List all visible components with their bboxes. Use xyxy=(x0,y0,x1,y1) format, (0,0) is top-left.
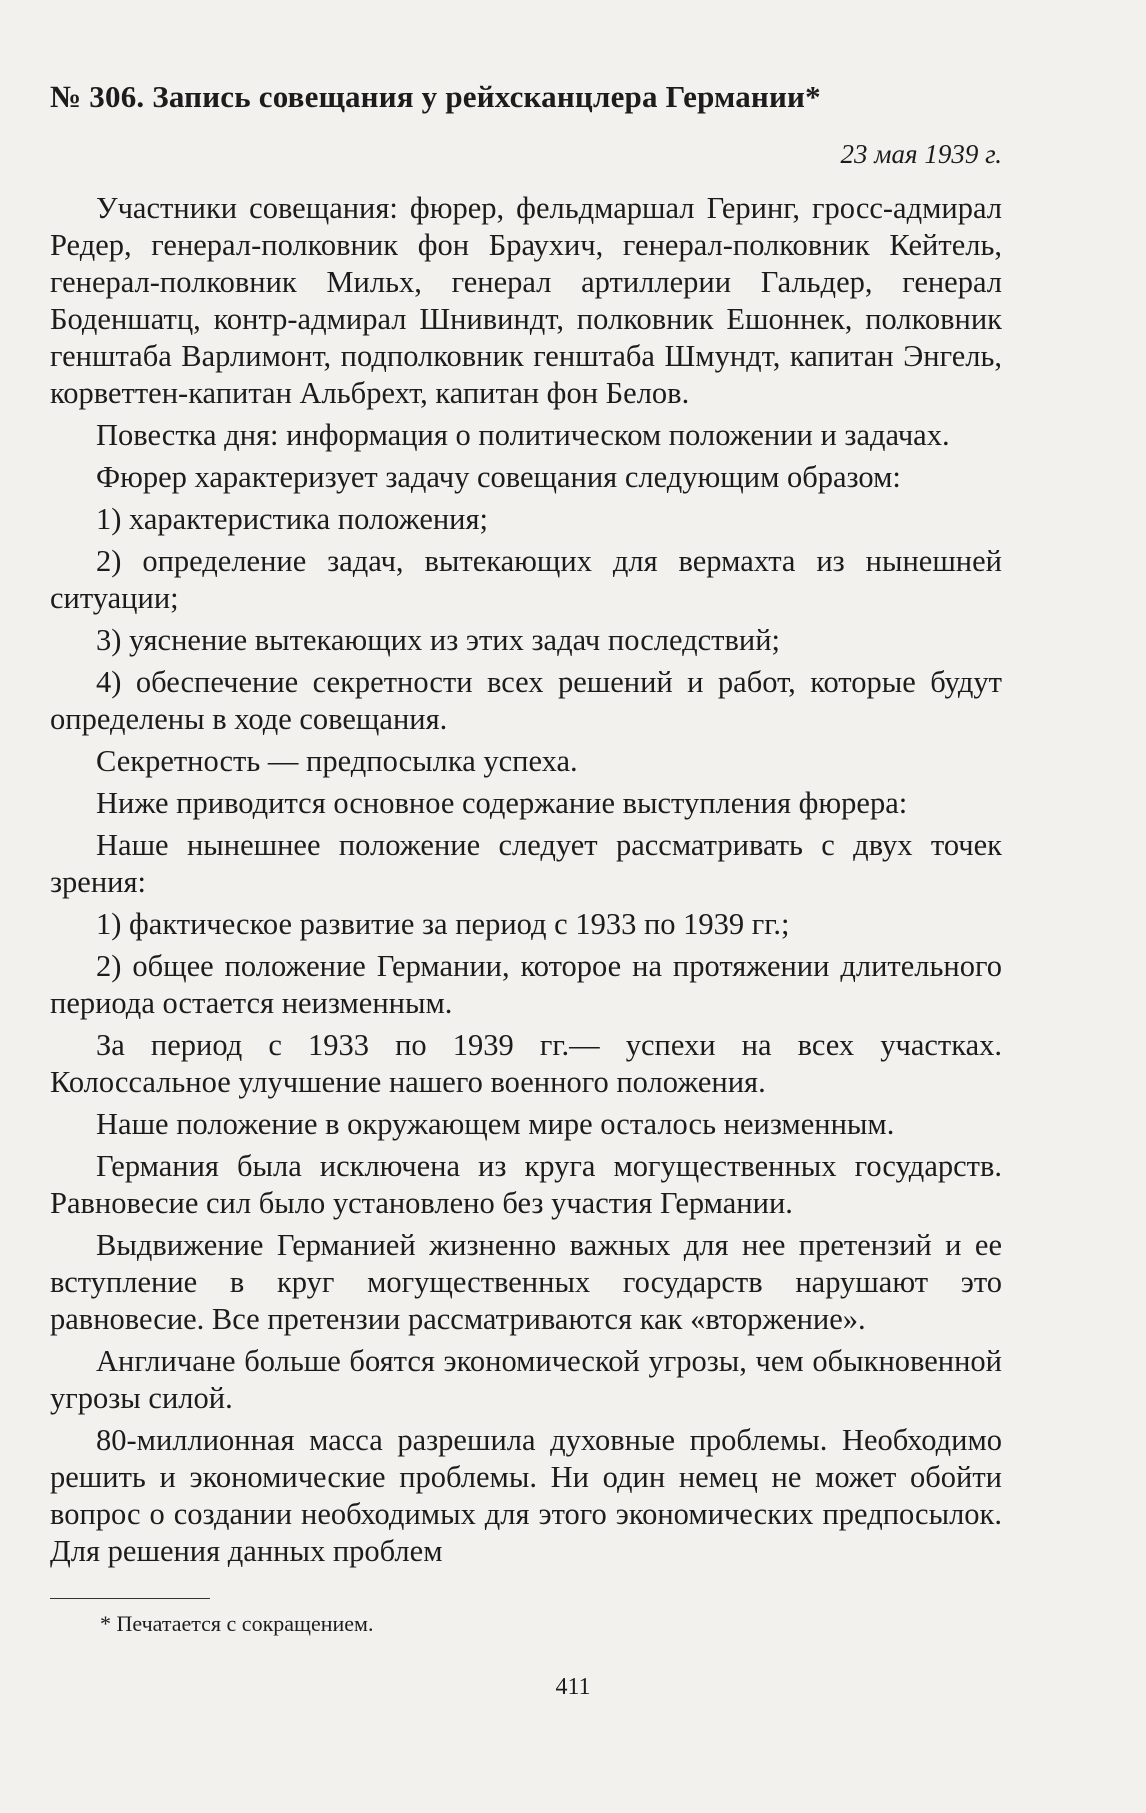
page-number: 411 xyxy=(555,1674,591,1700)
paragraph: Секретность — предпосылка успеха. xyxy=(96,744,578,778)
list-item: 4) обеспечение секретности всех решений и работ, которые будут определены в ходе совещания. xyxy=(50,665,1002,736)
list-item: 2) определение задач, вытекающих для вермахта из нынешней ситуации; xyxy=(50,544,1002,615)
paragraph: Выдвижение Германией жизненно важных для нее претензий и ее вступление в круг могущественных государств нарушают это равновесие. Все претензии рассматриваются как «вторжение». xyxy=(50,1228,1002,1336)
document-body xyxy=(50,190,1002,1570)
paragraph: Наше положение в окружающем мире осталось неизменным. xyxy=(96,1107,895,1141)
document-title: № 306. Запись совещания у рейхсканцлера Германии* xyxy=(50,79,821,114)
paragraph: Германия была исключена из круга могущественных государств. Равновесие сил было установлено без участия Германии. xyxy=(50,1149,1002,1220)
list-item: 1) фактическое развитие за период с 1933 по 1939 гг.; xyxy=(96,907,790,941)
document-date: 23 мая 1939 г. xyxy=(840,139,1002,169)
paragraph: Англичане больше боятся экономической угрозы, чем обыкновенной угрозы силой. xyxy=(50,1344,1002,1415)
list-item: 2) общее положение Германии, которое на протяжении длительного периода остается неизменным. xyxy=(50,949,1002,1020)
paragraph: Участники совещания: фюрер, фельдмаршал Геринг, гросс-адмирал Редер, генерал-полковник фон Браухич, генерал-полковник Кейтель, генерал-полковник Мильх, генерал артиллерии Гальдер, генерал Боденшатц, контр-адмирал Шнивиндт, полковник Ешоннек, полковник генштаба Варлимонт, подполковник генштаба Шмундт, капитан Энгель, корветтен-капитан Альбрехт, капитан фон Белов. xyxy=(50,191,1002,410)
paragraph: Ниже приводится основное содержание выступления фюрера: xyxy=(96,786,908,820)
paragraph: За период с 1933 по 1939 гг.— успехи на всех участках. Колоссальное улучшение нашего военного положения. xyxy=(50,1028,1002,1099)
footnote-divider xyxy=(50,1598,210,1599)
paragraph: 80-миллионная масса разрешила духовные проблемы. Необходимо решить и экономические проблемы. Ни один немец не может обойти вопрос о создании необходимых для этого экономических предпосылок. Для решения данных проблем xyxy=(50,1423,1002,1568)
paragraph: Фюрер характеризует задачу совещания следующим образом: xyxy=(96,460,901,494)
list-item: 3) уяснение вытекающих из этих задач последствий; xyxy=(96,623,781,657)
paragraph: Повестка дня: информация о политическом положении и задачах. xyxy=(96,418,950,452)
document-page xyxy=(50,78,1002,1575)
footnote: * Печатается с сокращением. xyxy=(100,1611,374,1636)
list-item: 1) характеристика положения; xyxy=(96,502,489,536)
paragraph: Наше нынешнее положение следует рассматривать с двух точек зрения: xyxy=(50,828,1002,899)
